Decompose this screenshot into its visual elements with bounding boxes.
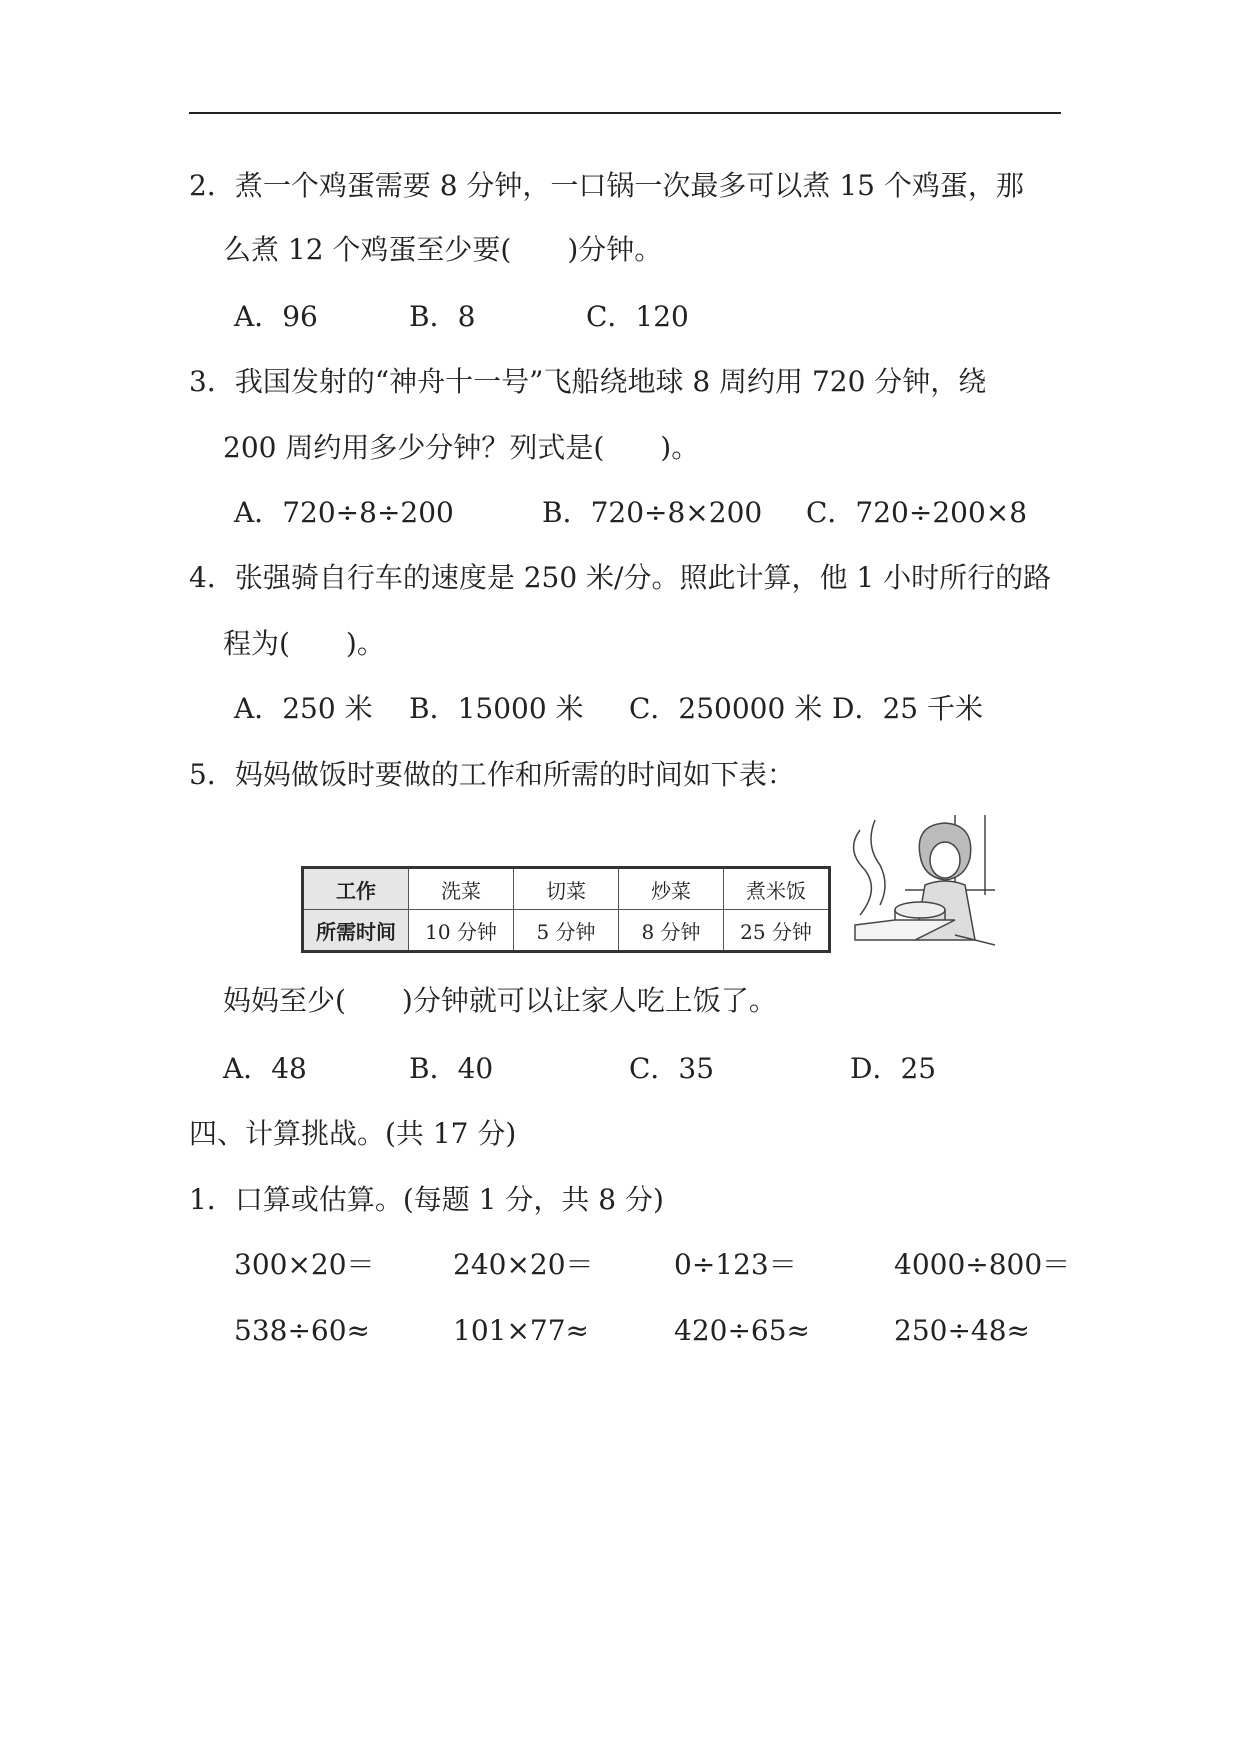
calc-item: 250÷48≈ — [894, 1314, 1030, 1347]
q5-option-c: C．35 — [629, 1052, 715, 1085]
table-cell: 切菜 — [514, 868, 619, 910]
table-cell: 8 分钟 — [619, 910, 724, 952]
table-cell: 洗菜 — [409, 868, 514, 910]
q4-line2: 程为( )。 — [223, 627, 385, 660]
q2-option-b: B．8 — [409, 300, 476, 333]
table-cell: 25 分钟 — [724, 910, 830, 952]
header-rule — [189, 112, 1061, 114]
calc-item: 420÷65≈ — [674, 1314, 810, 1347]
cooking-time-table — [301, 866, 831, 953]
calc-item: 0÷123＝ — [674, 1248, 797, 1281]
table-header-cell: 工作 — [303, 868, 409, 910]
q5-option-d: D．25 — [850, 1052, 937, 1085]
q5-line2: 妈妈至少( )分钟就可以让家人吃上饭了。 — [223, 984, 777, 1017]
section-4-title: 四、计算挑战。(共 17 分) — [189, 1117, 517, 1150]
q2-line1: 2．煮一个鸡蛋需要 8 分钟，一口锅一次最多可以煮 15 个鸡蛋，那 — [189, 169, 1024, 202]
table-row — [303, 910, 830, 952]
q3-option-b: B．720÷8×200 — [542, 496, 763, 529]
q3-option-a: A．720÷8÷200 — [234, 496, 454, 529]
q4-option-d: D．25 千米 — [832, 692, 983, 725]
q3-option-c: C．720÷200×8 — [806, 496, 1028, 529]
table-cell: 煮米饭 — [724, 868, 830, 910]
calc-item: 240×20＝ — [453, 1248, 594, 1281]
q2-line2: 么煮 12 个鸡蛋至少要( )分钟。 — [223, 233, 663, 266]
table-row — [303, 868, 830, 910]
q4-option-a: A．250 米 — [234, 692, 373, 725]
q3-line2: 200 周约用多少分钟？列式是( )。 — [223, 431, 700, 464]
section-4-sub1: 1．口算或估算。(每题 1 分，共 8 分) — [189, 1183, 664, 1216]
calc-item: 101×77≈ — [453, 1314, 589, 1347]
q2-option-a: A．96 — [234, 300, 318, 333]
q4-option-b: B．15000 米 — [409, 692, 584, 725]
q3-line1: 3．我国发射的“神舟十一号”飞船绕地球 8 周约用 720 分钟，绕 — [189, 365, 987, 398]
q4-option-c: C．250000 米 — [629, 692, 823, 725]
table-cell: 5 分钟 — [514, 910, 619, 952]
q5-option-b: B．40 — [409, 1052, 494, 1085]
q2-option-c: C．120 — [586, 300, 689, 333]
q4-line1: 4．张强骑自行车的速度是 250 米/分。照此计算，他 1 小时所行的路 — [189, 561, 1052, 594]
q5-line1: 5．妈妈做饭时要做的工作和所需的时间如下表： — [189, 758, 795, 791]
mother-cooking-illustration — [845, 810, 995, 955]
table-cell: 10 分钟 — [409, 910, 514, 952]
calc-item: 538÷60≈ — [234, 1314, 370, 1347]
table-cell: 炒菜 — [619, 868, 724, 910]
calc-item: 300×20＝ — [234, 1248, 375, 1281]
calc-item: 4000÷800＝ — [894, 1248, 1071, 1281]
table-header-cell: 所需时间 — [303, 910, 409, 952]
q5-option-a: A．48 — [223, 1052, 307, 1085]
